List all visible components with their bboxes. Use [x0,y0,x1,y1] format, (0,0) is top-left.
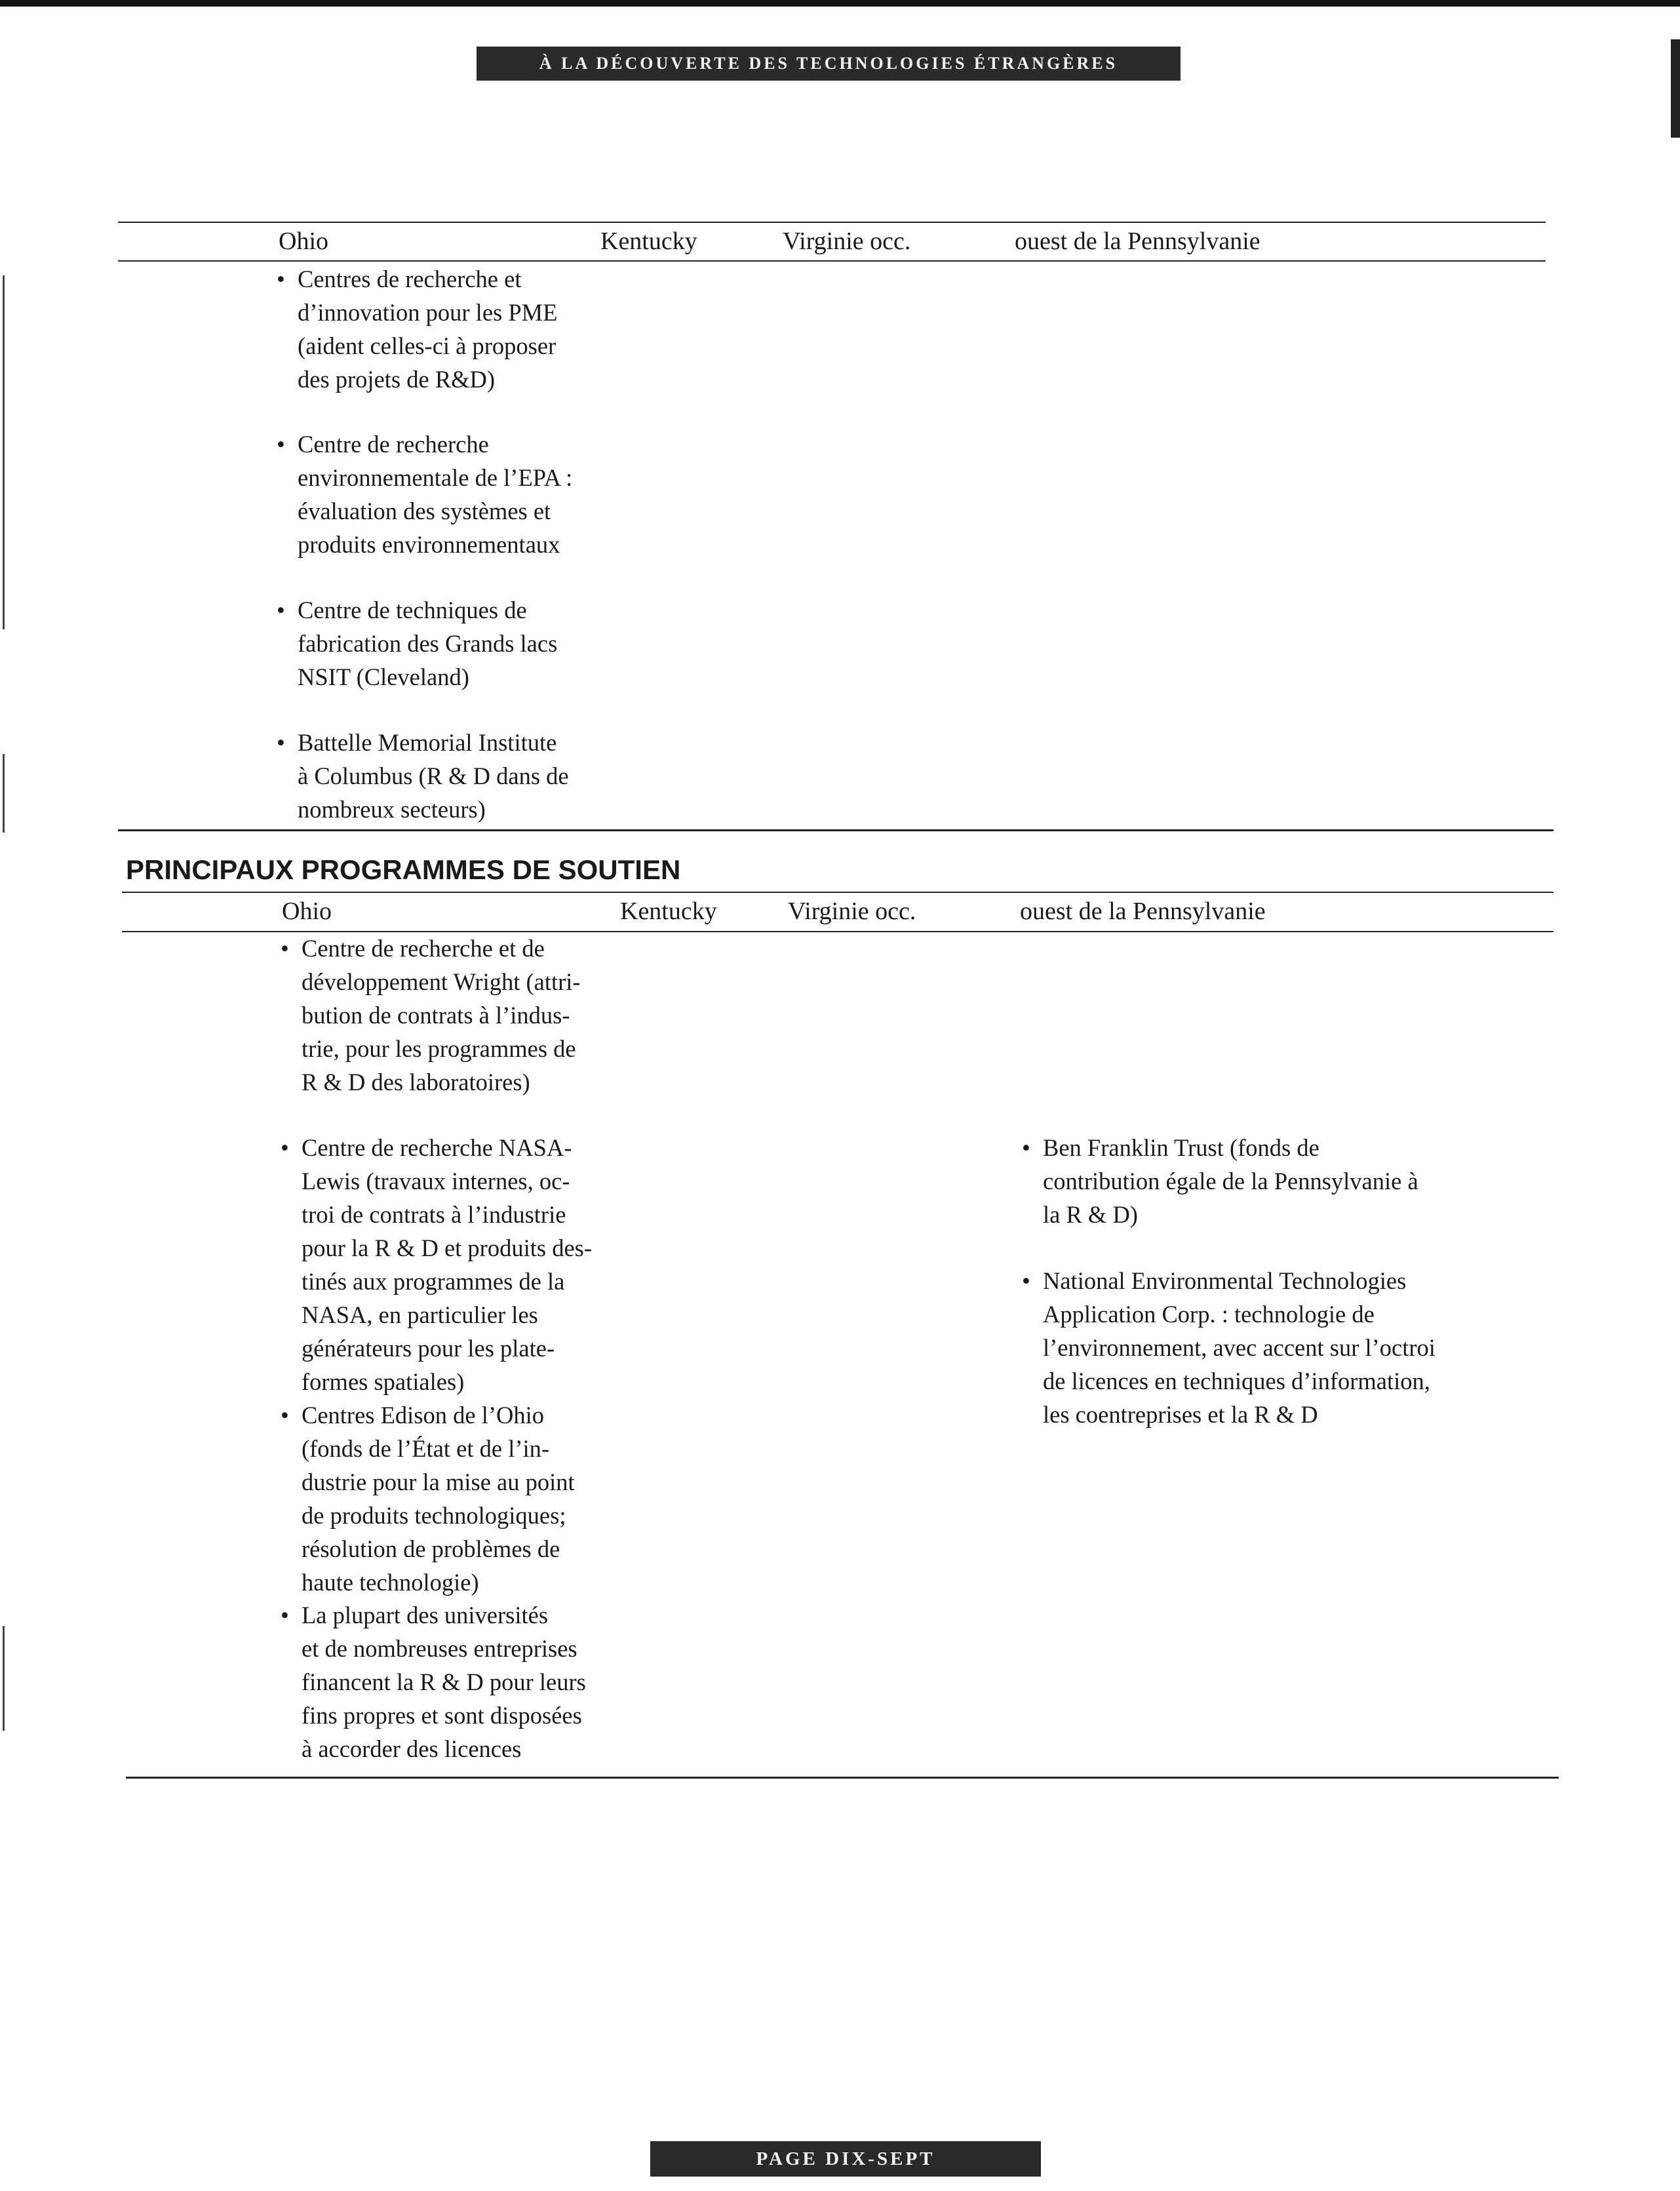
table1-header-rule [118,260,1546,262]
list-item: • Ben Franklin Trust (fonds de contribution égale de la Pennsylvanie à la R & D) [1043,1131,1418,1231]
top-border [0,0,1680,7]
scan-edge-mark [1671,39,1680,138]
bullet-icon: • [277,266,285,292]
bullet-icon: • [281,935,289,962]
bullet-icon: • [1022,1134,1030,1161]
list-item: • Centre de recherche NASA- Lewis (travaux internes, oc- troi de contrats à l’industrie pour la R & D et produits des- tinés aux programmes de la NASA, en particulier les générateurs pour les plate- formes spatiales) [302,1131,592,1398]
list-item: • Centre de techniques de fabrication des Grands lacs NSIT (Cleveland) [298,593,557,694]
header-banner: À LA DÉCOUVERTE DES TECHNOLOGIES ÉTRANGÈRES [477,47,1181,81]
table1-bottom-rule [118,829,1553,831]
bullet-icon: • [277,729,285,756]
list-item: • La plupart des universités et de nombreuses entreprises financent la R & D pour leurs fins propres et sont disposées à accorder des licences [302,1598,586,1766]
col-header-virginie: Virginie occ. [788,898,916,925]
list-item: • Centre de recherche environnementale de l’EPA : évaluation des systèmes et produits environnementaux [298,427,572,561]
col-header-ohio: Ohio [282,898,332,925]
bullet-icon: • [281,1134,289,1161]
col-header-virginie: Virginie occ. [783,227,911,255]
list-item: • Battelle Memorial Institute à Columbus (R & D dans de nombreux secteurs) [298,726,569,826]
scan-margin-mark [3,754,5,833]
scan-margin-mark [3,275,5,629]
page-number-banner: PAGE DIX-SEPT [650,2141,1041,2177]
list-item: • Centres Edison de l’Ohio (fonds de l’État et de l’in- dustrie pour la mise au point de produits technologiques; résolution de problèmes de haute technologie) [302,1398,575,1599]
list-item: • National Environmental Technologies Application Corp. : technologie de l’environnement, avec accent sur l’octroi de licences en techniques d’information, les coentreprises et la R & D [1043,1264,1436,1431]
col-header-kentucky: Kentucky [600,227,697,255]
table1-top-rule [118,222,1546,223]
bullet-icon: • [1022,1267,1030,1294]
section-title: PRINCIPAUX PROGRAMMES DE SOUTIEN [126,854,681,885]
table2-bottom-rule [126,1777,1559,1779]
table2-top-rule [122,892,1553,893]
bullet-icon: • [277,431,285,458]
col-header-kentucky: Kentucky [620,898,717,925]
list-item: • Centres de recherche et d’innovation pour les PME (aident celles-ci à proposer des projets de R&D) [298,262,557,396]
scan-margin-mark [3,1626,5,1731]
bullet-icon: • [281,1602,289,1628]
col-header-ohio: Ohio [279,227,328,255]
col-header-pennsylvanie: ouest de la Pennsylvanie [1020,898,1266,925]
list-item: • Centre de recherche et de développement Wright (attri- bution de contrats à l’indus- trie, pour les programmes de R & D des laboratoires) [302,932,581,1099]
col-header-pennsylvanie: ouest de la Pennsylvanie [1015,227,1260,255]
bullet-icon: • [281,1402,289,1429]
bullet-icon: • [277,597,285,623]
